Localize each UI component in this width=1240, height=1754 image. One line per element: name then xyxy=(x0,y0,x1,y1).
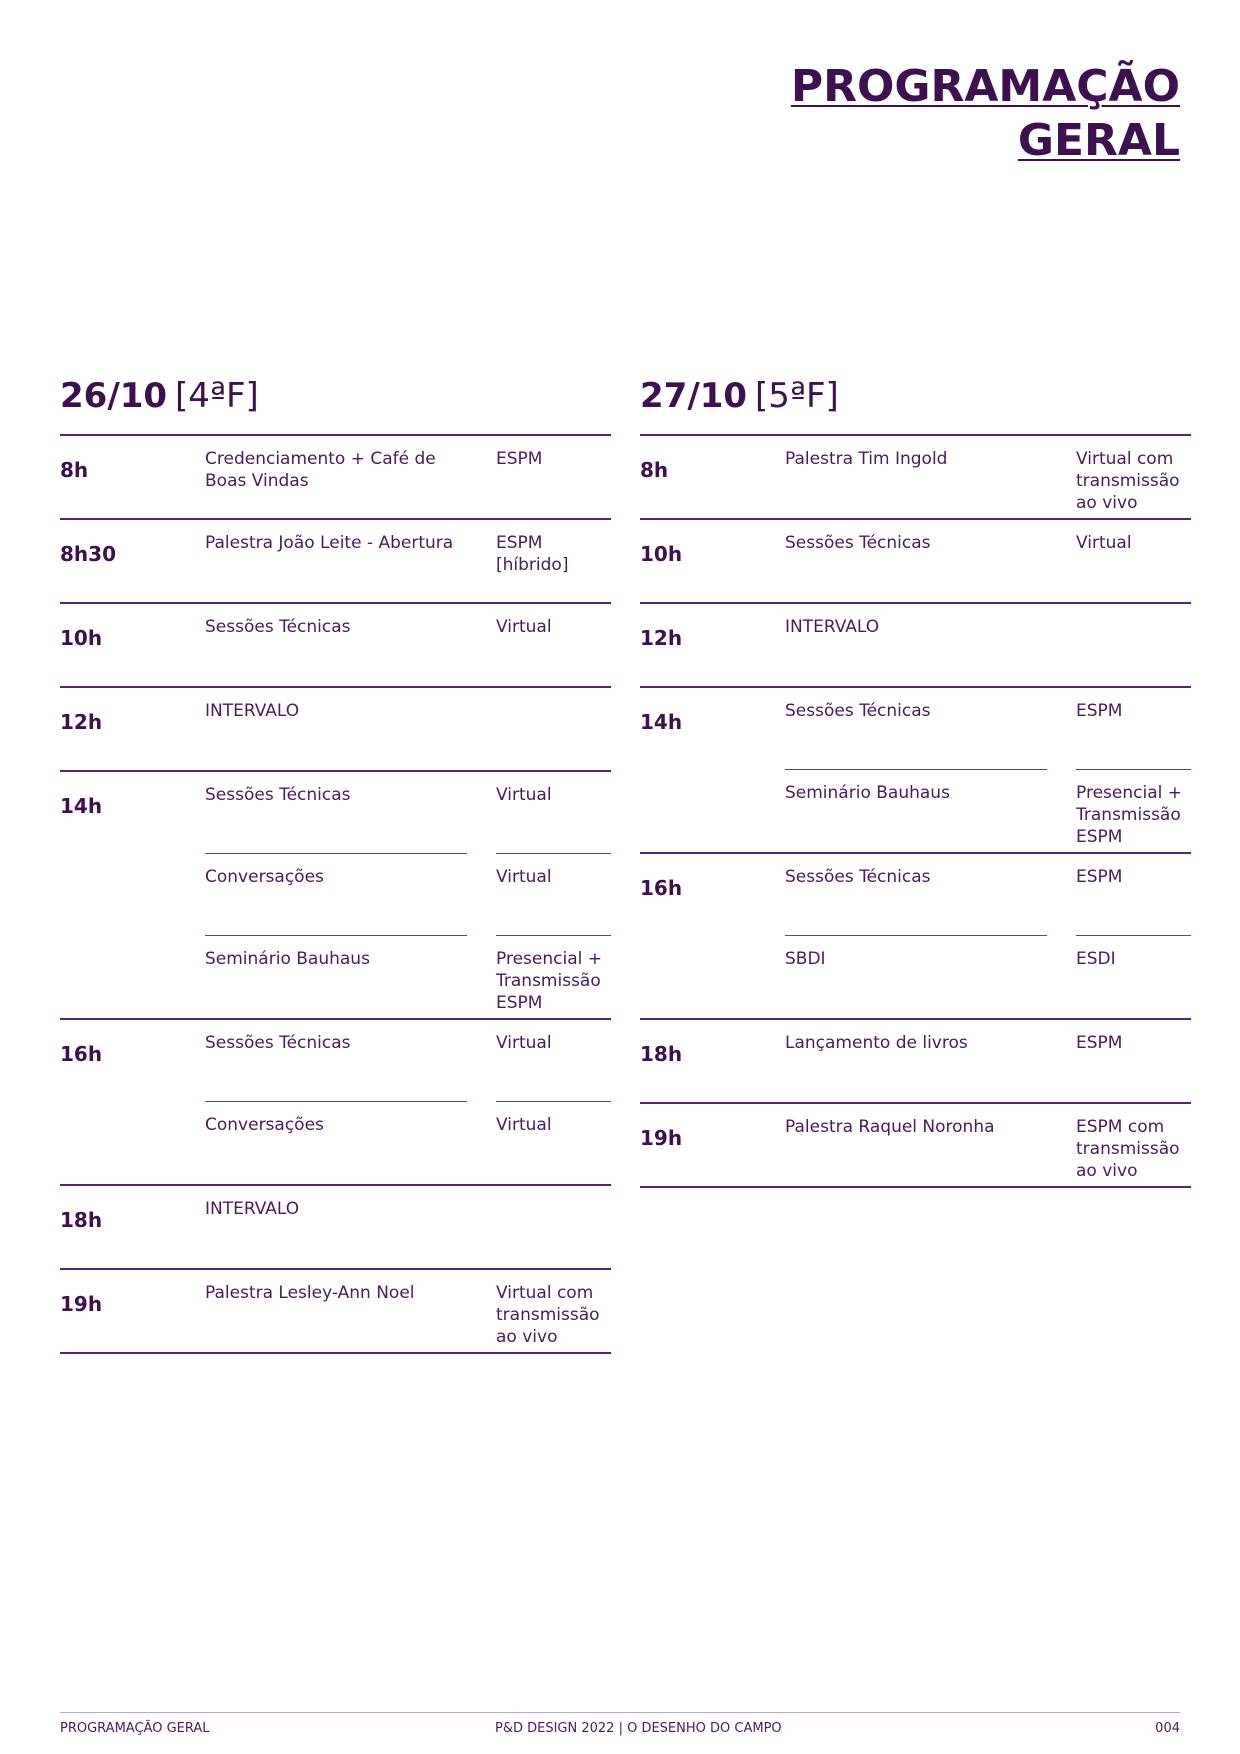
location-label: Virtual xyxy=(496,1115,552,1135)
location-label: ESPM xyxy=(496,449,543,469)
schedule-item xyxy=(60,936,611,1018)
page-title xyxy=(791,60,1180,168)
time-label: 14h xyxy=(640,710,683,734)
location-label: Virtual com transmissão ao vivo xyxy=(496,1283,600,1347)
time-label: 16h xyxy=(60,1042,103,1066)
schedule-item xyxy=(60,772,611,854)
schedule-item xyxy=(60,1270,611,1352)
day-heading xyxy=(60,372,611,434)
activity-label: Sessões Técnicas xyxy=(205,785,351,805)
time-label: 19h xyxy=(60,1292,103,1316)
day-date: 26/10 xyxy=(60,376,168,416)
location-label: ESPM [híbrido] xyxy=(496,533,569,575)
time-label: 18h xyxy=(640,1042,683,1066)
schedule-item xyxy=(60,688,611,770)
schedule-item xyxy=(640,436,1191,518)
time-label: 8h30 xyxy=(60,542,116,566)
location-label: ESPM xyxy=(1076,867,1123,887)
schedule-item xyxy=(640,854,1191,936)
schedule-row xyxy=(640,1020,1191,1104)
time-label: 16h xyxy=(640,876,683,900)
footer-section-title: PROGRAMAÇÃO GERAL xyxy=(60,1721,210,1736)
time-label: 14h xyxy=(60,794,103,818)
schedule-item xyxy=(60,1020,611,1102)
activity-label: Sessões Técnicas xyxy=(785,533,931,553)
time-label: 18h xyxy=(60,1208,103,1232)
day-weekday: [5ªF] xyxy=(755,376,839,416)
schedule-item xyxy=(60,1102,611,1184)
time-label: 10h xyxy=(640,542,683,566)
day-column-2 xyxy=(640,372,1191,1188)
location-label: ESPM com transmissão ao vivo xyxy=(1076,1117,1180,1181)
schedule-item xyxy=(60,604,611,686)
time-label: 12h xyxy=(640,626,683,650)
activity-label: Palestra João Leite - Abertura xyxy=(205,533,454,553)
day-date: 27/10 xyxy=(640,376,748,416)
activity-label: INTERVALO xyxy=(205,1199,300,1219)
activity-label: Palestra Lesley-Ann Noel xyxy=(205,1283,415,1303)
location-label: ESDI xyxy=(1076,949,1116,969)
page-number: 004 xyxy=(1155,1721,1180,1736)
location-label: ESPM xyxy=(1076,701,1123,721)
schedule-item xyxy=(60,854,611,936)
schedule-item xyxy=(640,1020,1191,1102)
page-title-line-1: PROGRAMAÇÃO xyxy=(790,61,1180,112)
schedule-row xyxy=(60,1186,611,1270)
day-heading xyxy=(640,372,1191,434)
schedule-item xyxy=(60,520,611,602)
location-label: Virtual com transmissão ao vivo xyxy=(1076,449,1180,513)
activity-label: Sessões Técnicas xyxy=(205,1033,351,1053)
schedule-item xyxy=(640,520,1191,602)
schedule-row xyxy=(640,436,1191,520)
location-label: ESPM xyxy=(1076,1033,1123,1053)
activity-label: Seminário Bauhaus xyxy=(785,783,950,803)
activity-label: Sessões Técnicas xyxy=(785,701,931,721)
schedule-item xyxy=(640,688,1191,770)
location-label: Virtual xyxy=(496,867,552,887)
location-label: Presencial + Transmissão ESPM xyxy=(1076,783,1182,847)
location-label: Presencial + Transmissão ESPM xyxy=(496,949,602,1013)
activity-label: Sessões Técnicas xyxy=(205,617,351,637)
time-label: 12h xyxy=(60,710,103,734)
day-column-1 xyxy=(60,372,611,1354)
schedule-item xyxy=(640,936,1191,1018)
schedule-item xyxy=(60,436,611,518)
footer-publication: P&D DESIGN 2022 | O DESENHO DO CAMPO xyxy=(495,1721,782,1736)
schedule-row xyxy=(60,772,611,1020)
schedule-table xyxy=(60,434,611,1354)
page-footer xyxy=(60,1712,1180,1743)
schedule-row xyxy=(60,520,611,604)
activity-label: Credenciamento + Café de Boas Vindas xyxy=(205,449,436,491)
activity-label: INTERVALO xyxy=(205,701,300,721)
schedule-row xyxy=(640,604,1191,688)
activity-label: Palestra Raquel Noronha xyxy=(785,1117,995,1137)
day-weekday: [4ªF] xyxy=(175,376,259,416)
schedule-row xyxy=(60,1020,611,1186)
schedule-item xyxy=(60,1186,611,1268)
page-title-line-2: GERAL xyxy=(1017,115,1180,166)
location-label: Virtual xyxy=(496,1033,552,1053)
schedule-row xyxy=(640,1104,1191,1188)
schedule-row xyxy=(640,520,1191,604)
schedule-item xyxy=(640,604,1191,686)
schedule-table xyxy=(640,434,1191,1188)
activity-label: Seminário Bauhaus xyxy=(205,949,370,969)
schedule-row xyxy=(60,1270,611,1354)
activity-label: Lançamento de livros xyxy=(785,1033,968,1053)
schedule-row xyxy=(640,688,1191,854)
time-label: 8h xyxy=(640,458,669,482)
activity-label: Conversações xyxy=(205,867,324,887)
time-label: 8h xyxy=(60,458,89,482)
activity-label: Palestra Tim Ingold xyxy=(785,449,948,469)
activity-label: SBDI xyxy=(785,949,826,969)
location-label: Virtual xyxy=(1076,533,1132,553)
location-label: Virtual xyxy=(496,617,552,637)
schedule-item xyxy=(640,1104,1191,1186)
activity-label: INTERVALO xyxy=(785,617,880,637)
activity-label: Conversações xyxy=(205,1115,324,1135)
activity-label: Sessões Técnicas xyxy=(785,867,931,887)
time-label: 10h xyxy=(60,626,103,650)
schedule-row xyxy=(60,436,611,520)
time-label: 19h xyxy=(640,1126,683,1150)
schedule-item xyxy=(640,770,1191,852)
schedule-row xyxy=(640,854,1191,1020)
schedule-row xyxy=(60,688,611,772)
location-label: Virtual xyxy=(496,785,552,805)
schedule-row xyxy=(60,604,611,688)
